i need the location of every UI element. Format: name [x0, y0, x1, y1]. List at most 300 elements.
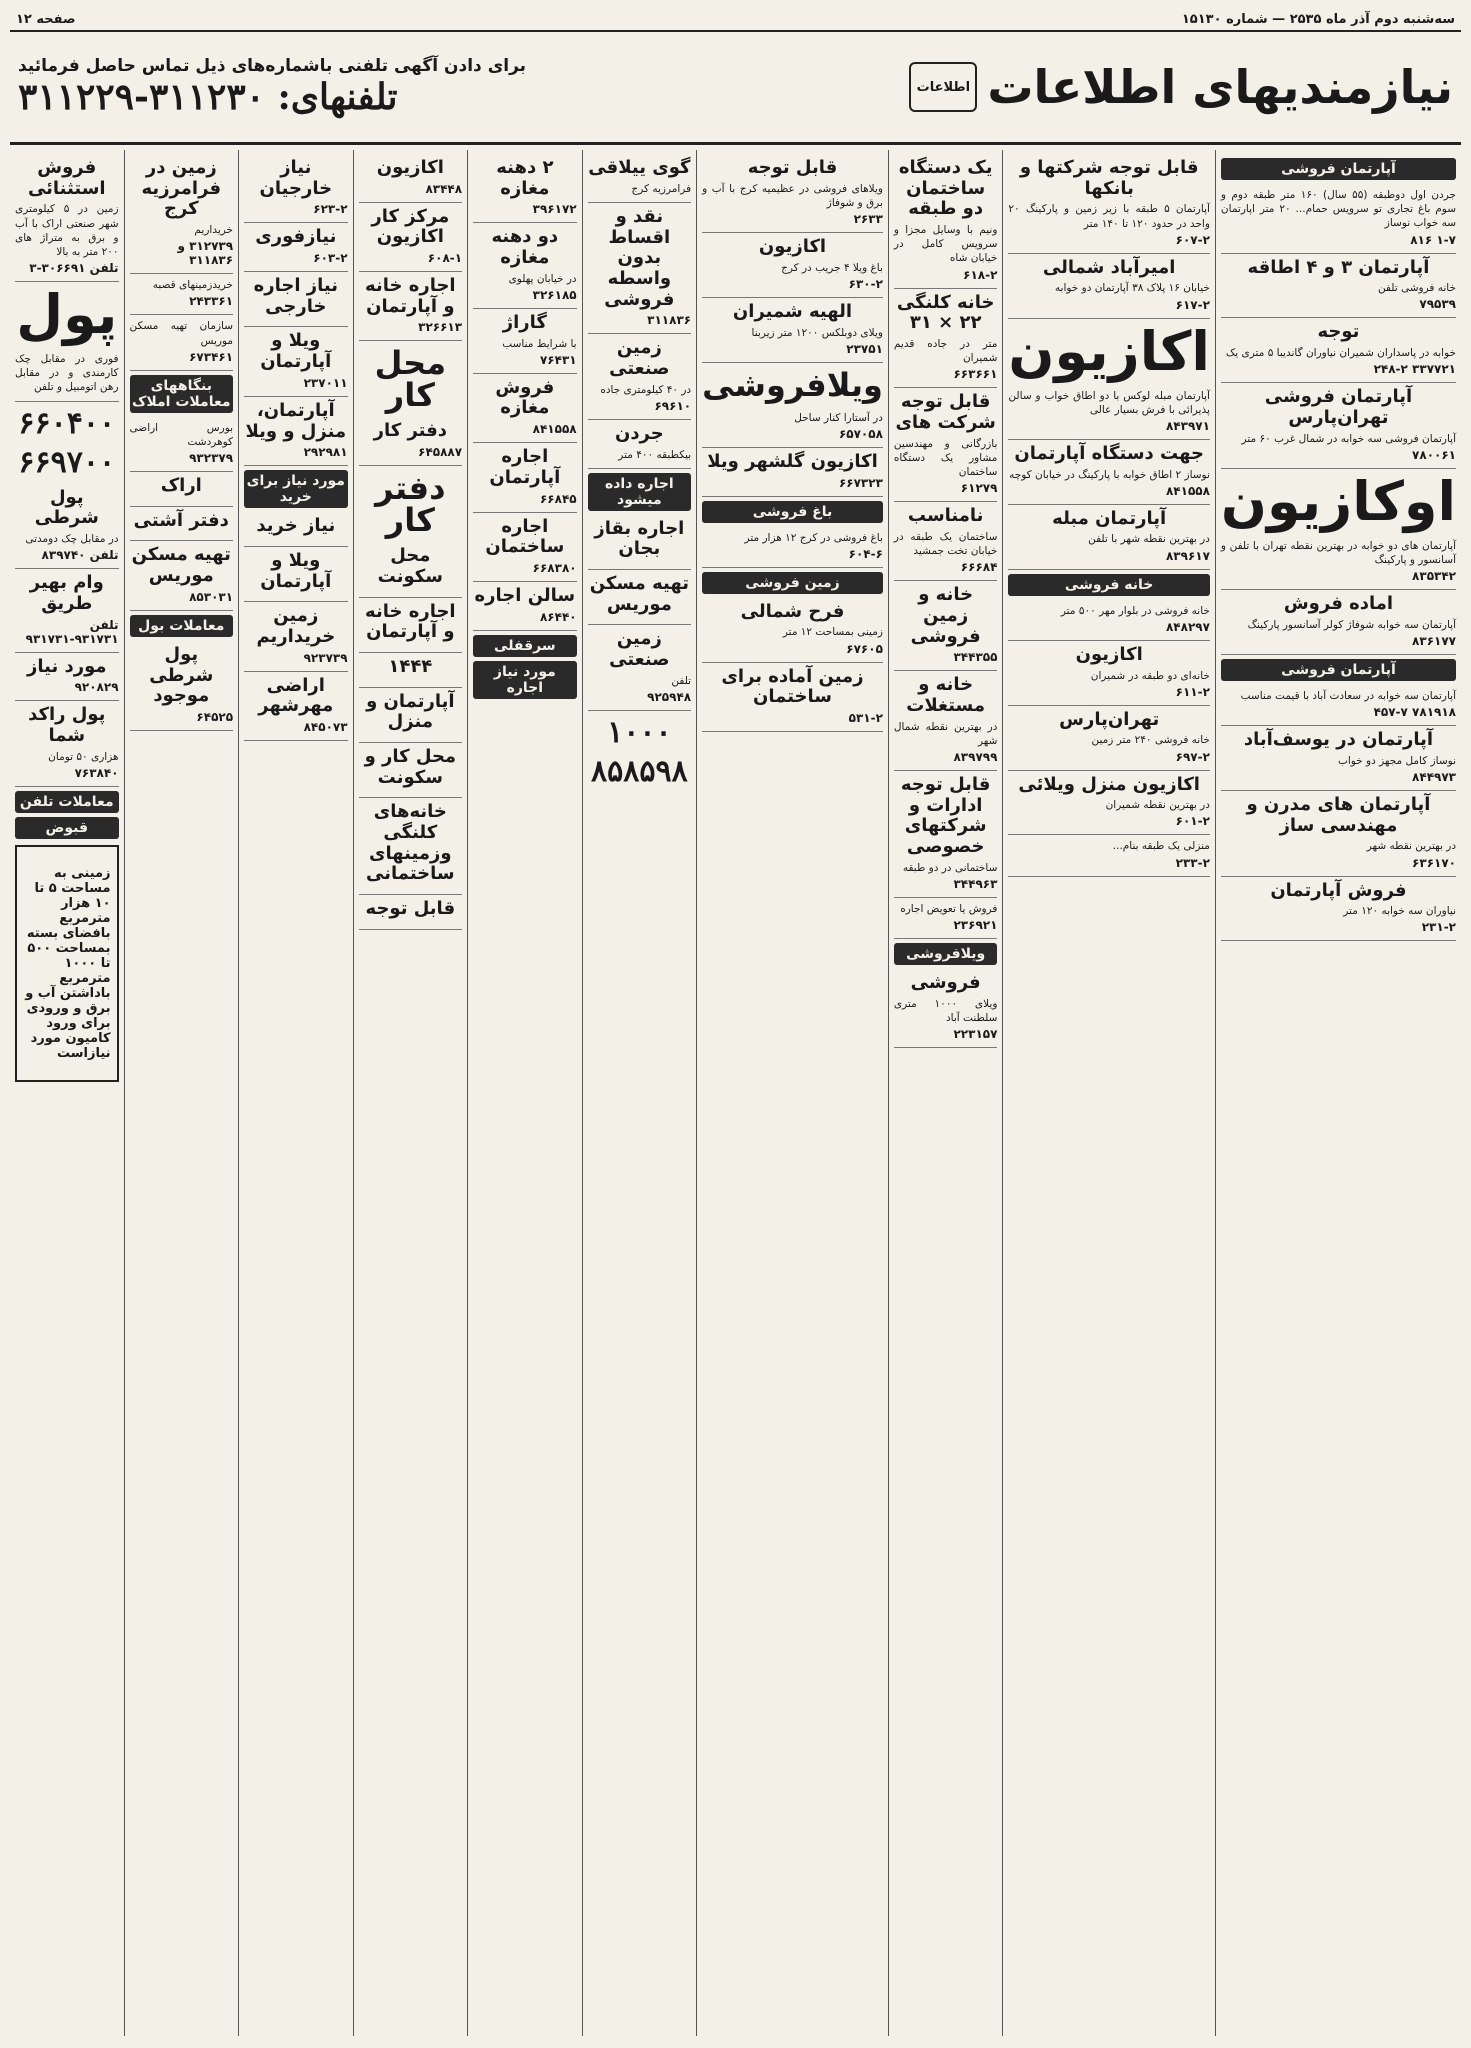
classified-ad — [1221, 184, 1456, 254]
classified-ad — [359, 203, 463, 272]
ad-title: اجاره خانه و آپارتمان — [365, 275, 456, 317]
ad-body: باغ ویلا ۴ جریب در کرج — [781, 261, 883, 274]
ad-phone: ۹۲۳۷۳۹ — [303, 650, 348, 665]
ad-phone: ۸۳۵۳۴۲ — [1412, 569, 1456, 584]
classified-ad — [359, 272, 463, 341]
ad-phone: ۶۷۶۰۵ — [846, 641, 883, 656]
ad-phone: ۱-۷ ۸۱۶ — [1410, 232, 1456, 247]
classified-ad — [1221, 877, 1456, 942]
ad-body: در بهترین نقطه شمیران — [1105, 799, 1210, 812]
ad-title: محل سکونت — [377, 545, 443, 587]
ad-title: مرکز کار اکازیون — [371, 205, 450, 248]
ad-title: فروش مغازه — [495, 376, 555, 419]
category-heading: اجاره داده میشود — [588, 473, 692, 511]
classified-ad — [894, 671, 998, 771]
classified-ad — [1221, 318, 1456, 383]
ad-title: آپارتمان و منزل — [366, 690, 455, 733]
ad-body: آپارتمان فروشی سه خوابه در شمال غرب ۶۰ متر — [1241, 432, 1456, 445]
ad-title: فروشی — [910, 972, 981, 994]
category-heading: ویلافروشی — [894, 943, 998, 965]
ad-title: قابل توجه — [365, 898, 456, 920]
ad-phone: ۶۱۱-۲ — [1175, 684, 1210, 699]
ad-title: دو دهنه مغازه — [491, 226, 559, 269]
classified-ad — [1008, 385, 1210, 440]
ad-title: جردن — [614, 422, 664, 444]
category-heading: معاملات تلفن — [15, 791, 119, 813]
ad-title: اراضی مهرشهر — [258, 674, 334, 717]
ad-body: بورس اراضی کوهردشت — [129, 421, 234, 448]
ad-title: اراک — [160, 475, 202, 497]
column-4 — [696, 150, 888, 2036]
display-heading: اکازیون — [1008, 319, 1210, 383]
classified-ad — [894, 898, 998, 939]
ad-body: فروش یا تعویض اجاره — [900, 902, 998, 915]
ad-phone: ۸۴۱۵۵۸ — [532, 422, 577, 437]
ad-phone: ۸۶۴۴۰ — [539, 609, 577, 624]
ad-body: بازرگانی و مهندسین مشاور یک دستگاه ساختمان — [893, 437, 998, 479]
ad-title: نیاز خرید — [256, 515, 336, 537]
category-heading: خانه فروشی — [1008, 574, 1210, 596]
ad-body: ونیم با وسایل مجزا و سرویس کامل در خیابان شاه — [893, 224, 998, 265]
classified-ad — [473, 309, 577, 374]
classified-ad — [702, 598, 883, 663]
ad-body: ویلای دوبلکس ۱۲۰۰ متر زیربنا — [751, 326, 883, 339]
ad-title: خانه و زمین فروشی — [910, 584, 981, 647]
section-title: نیازمندیهای اطلاعات — [987, 60, 1453, 114]
classified-ad — [15, 653, 119, 702]
ad-phone: ۵۳۱-۲ — [848, 711, 883, 726]
column-1 — [1215, 150, 1461, 2036]
ad-title: اکازیون — [1075, 643, 1143, 665]
ad-body: ساختمانی در دو طبقه — [902, 861, 998, 874]
ad-body: تلفن — [671, 674, 692, 687]
ad-title: پول شرطی — [34, 486, 99, 529]
ad-phone: ۳۹۶۱۷۲ — [532, 202, 577, 217]
ad-phone: ۶۶۸۳۸۰ — [532, 560, 577, 575]
ad-body: زمین در ۵ کیلومتری شهر صنعتی اراک با آب و برق به متراژ های ۲۰۰ متر به بالا — [15, 203, 119, 258]
ad-phone: ۸۴۳۹۷۱ — [1165, 418, 1210, 433]
column-6 — [467, 150, 582, 2036]
ad-phone: ۶۳۰-۲ — [848, 276, 883, 291]
classified-ad — [15, 569, 119, 652]
classified-ad — [244, 327, 348, 396]
ad-body: خانه فروشی تلفن — [1377, 282, 1456, 295]
ad-body: زمینی بمساحت ۱۲ متر — [782, 626, 883, 639]
ad-title: اجاره آپارتمان — [489, 446, 561, 488]
ad-phone: ۳۳۷۷۲۱ ۲۴۸-۲ — [1373, 362, 1456, 377]
ad-title: اجاره خانه و آپارتمان — [365, 600, 456, 643]
section-title-block — [909, 60, 1453, 114]
ad-title: ۱۴۴۴ — [388, 655, 433, 677]
ad-title: مورد نیاز — [27, 655, 107, 677]
classified-ad — [1221, 590, 1456, 655]
ad-body: در مقابل چک دومدتی — [25, 532, 119, 545]
classified-ad — [702, 448, 883, 497]
ad-body: با شرایط مناسب — [502, 337, 577, 350]
classified-ad — [359, 154, 463, 203]
classified-ad — [588, 420, 692, 469]
classified-ad — [894, 969, 998, 1048]
category-heading: مورد نیاز اجاره — [473, 661, 577, 699]
ad-phone: ۲۲۳۱۵۷ — [953, 1027, 998, 1042]
classified-ad — [702, 233, 883, 298]
ad-title: آپارتمان های مدرن و مهندسی ساز — [1246, 794, 1431, 836]
classified-ad — [359, 417, 463, 466]
ad-title: گوی ییلاقی — [588, 157, 691, 178]
display-heading: محل کار — [374, 344, 447, 415]
ad-title: فروش آپارتمان — [1270, 879, 1407, 901]
ad-body: در ۴۰ کیلومتری جاده — [600, 383, 692, 396]
ad-phone: ۸۳۴۴۸ — [425, 181, 463, 196]
ad-phone: ۷۶۳۸۴۰ — [74, 765, 119, 780]
column-7 — [353, 150, 468, 2036]
classified-ad — [244, 547, 348, 602]
classified-ad — [244, 672, 348, 741]
classified-ad — [244, 602, 348, 671]
ad-phone: ۶۱۸-۲ — [963, 267, 998, 282]
ad-title: فروش استثنائی — [27, 157, 106, 199]
classified-ad — [130, 472, 234, 507]
classified-ad — [473, 582, 577, 631]
classified-ad — [894, 502, 998, 581]
classified-ad — [588, 625, 692, 711]
column-5 — [582, 150, 697, 2036]
ad-body: سازمان تهیه مسکن موریس — [129, 320, 234, 347]
ad-title: زمین خریداریم — [256, 605, 336, 647]
classified-ad — [702, 407, 883, 448]
ad-phone: ۷۹۵۳۹ — [1419, 297, 1456, 312]
contact-block — [18, 56, 526, 118]
column-8 — [238, 150, 353, 2036]
ad-title: اکازیون گلشهر ویلا — [707, 450, 878, 472]
ad-phone: ۳۱۲۷۳۹ و ۳۱۱۸۳۶ — [177, 239, 234, 268]
ad-phone: ۸۳۹۶۱۷ — [1165, 548, 1210, 563]
display-number: ۶۶۹۷۰۰ — [18, 444, 116, 480]
ad-phone: ۶۹۶۱۰ — [654, 398, 692, 413]
classified-ad — [894, 154, 998, 289]
ad-phone: ۶۶۸۴۵ — [539, 491, 577, 506]
classified-ad — [359, 743, 463, 798]
category-heading: معاملات بول — [130, 615, 234, 637]
masthead — [10, 32, 1461, 145]
classified-ad — [588, 515, 692, 570]
ad-body: خیابان ۱۶ پلاک ۳۸ آپارتمان دو خوابه — [1054, 282, 1210, 295]
ad-title: آپارتمان ۳ و ۴ اطاقه — [1247, 256, 1430, 278]
ad-body: در بهترین نقطه شهر — [1366, 840, 1456, 853]
classified-ad — [1221, 791, 1456, 877]
ad-title: فرح شمالی — [740, 600, 845, 622]
ad-title: اکازیون — [376, 157, 444, 178]
ad-title: وام بهیر طریق — [29, 572, 104, 614]
classified-ad — [15, 154, 119, 282]
ad-phone: ۲۹۲۹۸۱ — [303, 445, 348, 460]
classified-ad — [244, 223, 348, 272]
ad-body: ویلای ۱۰۰۰ متری سلطنت آباد — [893, 997, 998, 1024]
classified-ad — [359, 688, 463, 743]
ad-title: امیرآباد شمالی — [1042, 256, 1176, 278]
classified-ad — [588, 334, 692, 420]
classified-ad — [359, 598, 463, 653]
classified-ad — [894, 289, 998, 389]
ad-title: الهیه شمیران — [732, 300, 853, 322]
display-number: ۶۶۰۴۰۰ — [18, 405, 116, 441]
classified-ad — [1221, 254, 1456, 319]
ad-phone: ۶۰۸-۱ — [427, 251, 463, 266]
ad-title: گاراژ — [502, 311, 547, 333]
ad-body: آپارتمان مبله لوکس با دو اطاق خواب و سالن پذیرائی با فرش بسیار عالی — [1008, 389, 1210, 416]
ad-phone: ۹۲۵۹۴۸ — [647, 690, 692, 704]
ad-title: زمین صنعتی — [609, 337, 670, 379]
display-heading: اوکازیون — [1220, 469, 1456, 533]
classified-ad — [130, 417, 234, 472]
classified-ad — [244, 154, 348, 223]
ad-title: زمین صنعتی — [609, 628, 670, 671]
classified-ad — [894, 581, 998, 671]
ad-title: آپارتمان مبله — [1052, 507, 1167, 529]
ad-phone: ۸۴۸۲۹۷ — [1165, 619, 1210, 634]
ad-body: هزاری ۵۰ تومان — [48, 750, 119, 763]
ad-body: خانه‌ای دو طبقه در شمیران — [1090, 669, 1210, 682]
ad-phone: ۷۸۰۰۶۱ — [1412, 447, 1456, 462]
ad-phone: ۸۳۶۱۷۷ — [1412, 633, 1456, 648]
classified-ad — [473, 374, 577, 443]
ad-title: اکازیون منزل ویلائی — [1018, 773, 1200, 795]
ad-title: اجاره بقاز بجان — [594, 517, 685, 560]
ad-phone: ۶۰۱-۲ — [1175, 814, 1210, 829]
ad-body: آپارتمان های دو خوابه در بهترین نقطه تهران با تلفن و آسانسور و پارکینگ — [1220, 539, 1456, 566]
ad-title: زمین در فرامرزیه کرج — [141, 157, 222, 220]
ad-body: خریداریم — [194, 224, 234, 237]
ad-body: خانه فروشی در بلوار مهر ۵۰۰ متر — [1060, 604, 1210, 617]
ad-phone: ۶۹۷-۲ — [1175, 749, 1210, 764]
ad-body: نیاوران سه خوابه ۱۲۰ متر — [1343, 905, 1456, 918]
ad-phone: ۸۴۱۵۵۸ — [1165, 483, 1210, 498]
ad-title: سالن اجاره — [474, 584, 576, 606]
ad-phone: ۷۸۱۹۱۸ ۴۵۷-۷ — [1373, 705, 1456, 720]
ad-phone: ۳۲۶۱۸۵ — [532, 287, 577, 302]
category-heading: آپارتمان فروشی — [1221, 659, 1456, 681]
classified-ad — [894, 771, 998, 898]
classified-ad — [15, 484, 119, 570]
ad-phone: ۸۳۹۷۹۹ — [953, 750, 998, 764]
classified-ad — [359, 542, 463, 597]
ad-body: جردن اول دوطبقه (۵۵ سال) ۱۶۰ متر طبقه دوم و سوم باغ تجاری تو سرویس حمام... ۲۰ متر اپارتمان سه خواب نوساز — [1220, 189, 1457, 230]
bottom-notice-box — [15, 845, 119, 1082]
ad-title: قابل توجه شرکت های — [895, 391, 996, 433]
classified-ad — [1008, 771, 1210, 836]
ad-title: نیاز خارجیان — [259, 157, 333, 199]
ad-title: ویلا و آپارتمان — [260, 549, 332, 592]
classified-ad — [702, 663, 883, 732]
ad-body: در بهترین نقطه شهر با تلفن — [1088, 533, 1210, 546]
ad-title: دفتر آشتی — [133, 509, 229, 531]
ad-phone: ۲۳۱-۲ — [1421, 920, 1456, 935]
bottom-notice-text: زمینی به مساحت ۵ تا ۱۰ هزار مترمربع بافضای بسته بمساحت ۵۰۰ تا ۱۰۰۰ مترمربع باداشتن آب و برق و ورودی برای ورود کامیون مورد نیازاست — [25, 865, 111, 1061]
ad-body: منزلی یک طبقه بنام... — [1112, 840, 1210, 853]
classified-ad — [1008, 154, 1210, 254]
contact-instruction: برای دادن آگهی تلفنی باشماره‌های ذیل تماس حاصل فرمائید — [18, 56, 527, 76]
ad-phone: ۶۱۲۷۹ — [960, 481, 998, 496]
category-heading: مورد نیاز برای خرید — [244, 470, 348, 508]
ad-title: خانه‌های کلنگی وزمینهای ساختمانی — [366, 801, 455, 885]
ad-title: جهت دستگاه آپارتمان — [1014, 442, 1204, 464]
ad-title: خانه و مستغلات — [906, 674, 986, 716]
ad-phone: ۸۴۵۰۷۳ — [303, 720, 348, 734]
ad-phone: ۶۶۳۶۶۱ — [953, 367, 998, 382]
ad-title: آپارتمان فروشی تهران‌پارس — [1264, 386, 1413, 428]
classified-ad — [1008, 641, 1210, 706]
ad-phone: ۶۰۳-۲ — [313, 251, 348, 266]
classified-ad — [702, 154, 883, 233]
ad-phone: ۶۲۳-۲ — [313, 202, 348, 217]
top-info-bar — [10, 8, 1461, 32]
classified-ad — [588, 154, 692, 203]
classified-ad — [359, 798, 463, 895]
category-heading: سرقفلی — [473, 635, 577, 657]
category-heading: قبوض — [15, 817, 119, 839]
display-heading: ویلافروشی — [702, 365, 883, 404]
ad-phone: ۶۴۵۲۵ — [196, 709, 234, 724]
ad-phone: ۹۳۲۳۷۹ — [189, 451, 234, 466]
classified-ad — [359, 895, 463, 930]
ad-title: پول راکد شما — [28, 704, 106, 746]
ad-body: در خیابان پهلوی — [508, 272, 577, 285]
ad-body: نوساز کامل مجهز دو خواب — [1337, 754, 1456, 767]
category-heading: باغ فروشی — [702, 501, 883, 523]
classified-ad — [1008, 254, 1210, 319]
ad-phone: ۳۲۶۶۱۳ — [418, 320, 463, 335]
classified-columns — [10, 150, 1461, 2036]
ad-body: بیکطبقه ۴۰۰ متر — [618, 448, 692, 461]
ad-title: ویلا و آپارتمان — [260, 330, 332, 373]
ad-title: قابل توجه شرکتها و بانکها — [1019, 157, 1199, 199]
classified-ad — [1221, 383, 1456, 469]
classified-ad — [130, 274, 234, 315]
ad-phone: ۶۶۷۳۲۳ — [838, 475, 883, 490]
classified-ad — [1008, 706, 1210, 771]
classified-ad — [1221, 685, 1456, 726]
category-heading: بنگاههای معاملات املاک — [130, 375, 234, 413]
column-2 — [1002, 150, 1215, 2036]
classified-ad — [1008, 505, 1210, 570]
ad-body: ویلاهای فروشی در عظیمیه کرج با آب و برق و شوفاژ — [702, 182, 883, 209]
ad-title: قابل توجه ادارات و شرکتهای خصوصی — [900, 774, 991, 858]
column-9 — [124, 150, 239, 2036]
column-3 — [888, 150, 1003, 2036]
display-heading: دفتر کار — [375, 469, 446, 540]
ad-body: فوری در مقابل چک کارمندی و در مقابل رهن اتومبیل و تلفن — [15, 353, 119, 394]
ad-body: متر در جاده قدیم شمیران — [893, 337, 998, 365]
ad-title: آپارتمان، منزل و ویلا — [245, 399, 347, 442]
classified-ad — [702, 527, 883, 568]
classified-ad — [473, 443, 577, 512]
classified-ad — [244, 512, 348, 547]
ad-body: فرامرزیه کرج — [631, 182, 692, 195]
ad-title: نیازفوری — [255, 226, 337, 248]
classified-ad — [588, 570, 692, 625]
column-10 — [10, 150, 124, 2036]
classified-ad — [702, 298, 883, 363]
ad-phone: ۲۳۷۰۱۱ — [303, 375, 348, 390]
ad-body: در بهترین نقطه شمال شهر — [893, 720, 998, 747]
ad-title: اکازیون — [758, 236, 827, 258]
classified-ad — [894, 388, 998, 502]
classified-ad — [15, 348, 119, 402]
classified-ad — [1008, 835, 1210, 876]
ad-title: اماده فروش — [1283, 593, 1394, 615]
ad-title: اجاره ساختمان — [485, 515, 565, 558]
ad-title: تهیه مسکن موریس — [131, 544, 231, 587]
ad-title: نقد و اقساط بدون واسطه فروشی — [604, 205, 675, 310]
date-issue: سه‌شنبه دوم آذر ماه ۲۵۳۵ — شماره ۱۵۱۳۰ — [1181, 11, 1455, 27]
classified-ad — [359, 653, 463, 688]
ad-title: تهیه مسکن موریس — [589, 573, 689, 615]
classified-ad — [130, 507, 234, 542]
ad-title: ۲ دهنه مغازه — [496, 157, 554, 199]
ad-title: توجه — [1317, 321, 1360, 343]
page-number: صفحه ۱۲ — [16, 11, 76, 27]
ad-phone: ۹۲۰۸۲۹ — [74, 680, 119, 695]
category-heading: آپارتمان فروشی — [1221, 158, 1456, 180]
classified-ad — [1008, 600, 1210, 641]
ad-body: خوابه در پاسداران شمیران نیاوران گاندیبا ۵ متری یک — [1225, 347, 1456, 360]
ad-phone: تلفن ۸۳۹۷۴۰ — [41, 548, 119, 563]
ad-title: خانه کلنگی ۲۲ × ۳۱ — [896, 291, 995, 334]
ad-phone: ۲۳۶۹۲۱ — [953, 918, 998, 933]
classified-ad — [130, 315, 234, 370]
ad-body: ساختمان یک طبقه در خیابان تخت جمشید — [893, 530, 998, 558]
classified-ad — [473, 223, 577, 309]
ad-body: باغ فروشی در کرج ۱۲ هزار متر — [744, 531, 883, 544]
classified-ad — [473, 513, 577, 582]
classified-ad — [1221, 726, 1456, 791]
classified-ad — [244, 397, 348, 466]
ad-title: محل کار و سکونت — [364, 745, 457, 788]
display-number: ۸۵۸۵۹۸ — [591, 754, 688, 789]
ad-phone: ۲۳۷۵۱ — [846, 341, 883, 356]
ad-phone: ۶۰۴-۶ — [848, 546, 883, 561]
display-number: ۱۰۰۰ — [607, 715, 672, 750]
ad-phone: ۲۳۳-۲ — [1175, 855, 1210, 870]
ad-phone: ۳۱۱۸۳۶ — [647, 313, 692, 328]
ad-body: در آستارا کنار ساحل — [794, 411, 883, 424]
classified-ad — [130, 154, 234, 274]
ad-phone: ۷۶۴۳۱ — [539, 352, 577, 367]
ad-body: نوساز ۲ اطاق خوابه با پارکینگ در خیابان کوچه — [1009, 468, 1210, 481]
classified-ad — [130, 541, 234, 610]
ad-phone: ۳۴۴۹۶۳ — [953, 876, 998, 891]
ad-phone: ۶۴۵۸۸۷ — [418, 445, 463, 460]
ad-body: خانه فروشی ۲۴۰ متر زمین — [1091, 734, 1210, 747]
ad-title: نیاز اجاره خارجی — [253, 275, 338, 317]
ad-title: قابل توجه — [747, 157, 838, 178]
classified-ad — [473, 154, 577, 223]
ad-phone: ۶۰۷-۲ — [1175, 232, 1210, 247]
display-heading: پول — [16, 283, 118, 347]
ad-body: آپارتمان ۵ طبقه با زیر زمین و پارکینگ ۲۰ واحد در حدود ۱۲۰ تا ۱۴۰ متر — [1008, 203, 1210, 230]
ad-title: دفتر کار — [373, 420, 448, 442]
ad-phone: ۶۶۶۸۴ — [960, 560, 998, 575]
ad-phone: ۶۷۳۴۶۱ — [189, 349, 234, 364]
ad-title: آپارتمان در یوسف‌آباد — [1243, 729, 1434, 751]
ad-phone: تلفن ۹۳۱۷۳۱-۹۳۱۷۳۱ — [25, 617, 119, 646]
ad-title: تهران‌پارس — [1059, 708, 1160, 730]
ad-title: زمین آماده برای ساختمان — [721, 665, 864, 708]
ad-phone: ۲۴۳۳۶۱ — [189, 294, 234, 309]
ad-phone: تلفن ۳۰۶۶۹۱-۳ — [29, 261, 119, 276]
ad-phone: ۸۴۴۹۷۳ — [1412, 770, 1456, 785]
classified-ad — [15, 701, 119, 787]
